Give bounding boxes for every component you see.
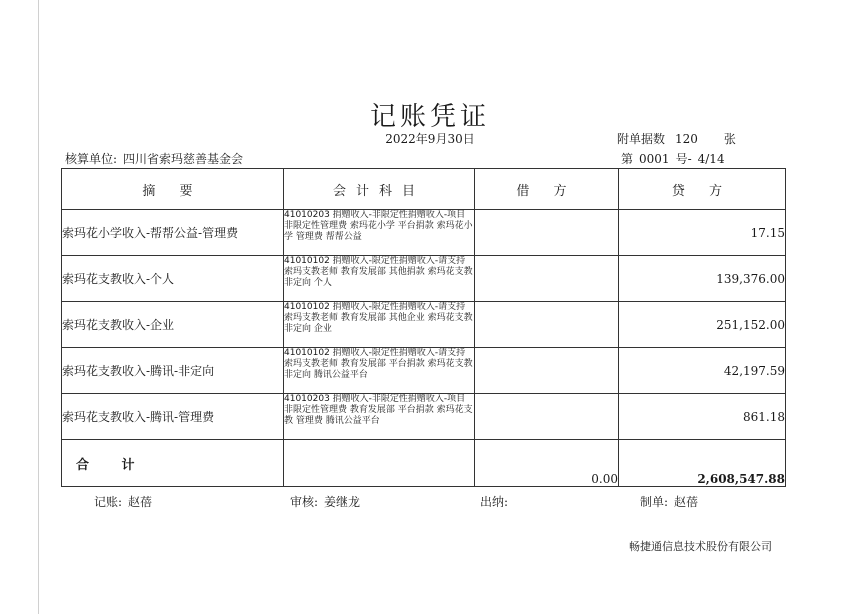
total-account-cell bbox=[284, 440, 475, 487]
row-account: 41010102 捐赠收入-限定性捐赠收入-请支持索玛支教老师 教育发展部 其他企业 索玛花支教 非定向 企业 bbox=[284, 302, 475, 348]
cashier-sign bbox=[480, 493, 514, 510]
accounting-unit-name: 四川省索玛慈善基金会 bbox=[123, 152, 244, 166]
row-credit: 139,376.00 bbox=[619, 256, 786, 302]
row-summary: 索玛花支教收入-腾讯-管理费 bbox=[62, 394, 284, 440]
accounting-unit bbox=[65, 150, 243, 167]
attachments-unit: 张 bbox=[723, 132, 736, 146]
total-label bbox=[62, 440, 284, 487]
table-row bbox=[62, 256, 786, 302]
row-summary: 索玛花支教收入-企业 bbox=[62, 302, 284, 348]
bookkeeper-name: 赵蓓 bbox=[128, 495, 153, 509]
bookkeeper-sign bbox=[94, 493, 152, 510]
header-credit: 贷 方 bbox=[619, 169, 786, 210]
reviewer-sign bbox=[290, 493, 360, 510]
preparer-label: 制单: bbox=[640, 495, 669, 509]
row-credit: 861.18 bbox=[619, 394, 786, 440]
header-summary: 摘 要 bbox=[62, 169, 284, 210]
row-debit bbox=[475, 256, 619, 302]
table-header-row bbox=[62, 169, 786, 210]
table-row bbox=[62, 210, 786, 256]
voucher-number-prefix: 第 bbox=[621, 152, 634, 166]
attachments-label: 附单据数 bbox=[617, 132, 666, 146]
voucher-date: 2022年9月30日 bbox=[385, 132, 475, 146]
total-label-text: 合 计 bbox=[76, 457, 149, 473]
voucher-number bbox=[621, 150, 731, 167]
total-row bbox=[62, 440, 786, 487]
software-company: 畅捷通信息技术股份有限公司 bbox=[629, 540, 772, 553]
table-row bbox=[62, 394, 786, 440]
row-account: 41010102 捐赠收入-限定性捐赠收入-请支持索玛支教老师 教育发展部 平台捐款 索玛花支教 非定向 腾讯公益平台 bbox=[284, 348, 475, 394]
table-row bbox=[62, 302, 786, 348]
voucher-title: 记账凭证 bbox=[369, 102, 490, 132]
voucher-number-value: 0001 bbox=[639, 152, 670, 166]
reviewer-label: 审核: bbox=[290, 495, 319, 509]
accounting-unit-label: 核算单位: bbox=[65, 152, 118, 166]
total-credit: 2,608,547.88 bbox=[619, 440, 786, 487]
row-summary: 索玛花支教收入-个人 bbox=[62, 256, 284, 302]
voucher-table bbox=[61, 168, 786, 487]
preparer-name: 赵蓓 bbox=[674, 495, 699, 509]
row-debit bbox=[475, 302, 619, 348]
row-account: 41010203 捐赠收入-非限定性捐赠收入-项目非限定性管理费 教育发展部 平台捐款 索玛花支教 管理费 腾讯公益平台 bbox=[284, 394, 475, 440]
scan-edge-line bbox=[38, 0, 39, 614]
total-debit: 0.00 bbox=[475, 440, 619, 487]
header-debit: 借 方 bbox=[475, 169, 619, 210]
row-credit: 42,197.59 bbox=[619, 348, 786, 394]
attachments-count: 120 bbox=[675, 132, 698, 146]
reviewer-name: 姜继龙 bbox=[324, 495, 361, 509]
row-credit: 17.15 bbox=[619, 210, 786, 256]
table-row bbox=[62, 348, 786, 394]
row-credit: 251,152.00 bbox=[619, 302, 786, 348]
preparer-sign bbox=[640, 493, 698, 510]
cashier-label: 出纳: bbox=[480, 495, 509, 509]
row-account: 41010102 捐赠收入-限定性捐赠收入-请支持索玛支教老师 教育发展部 其他捐款 索玛花支教 非定向 个人 bbox=[284, 256, 475, 302]
row-debit bbox=[475, 394, 619, 440]
row-summary: 索玛花小学收入-帮帮公益-管理费 bbox=[62, 210, 284, 256]
bookkeeper-label: 记账: bbox=[94, 495, 123, 509]
row-summary: 索玛花支教收入-腾讯-非定向 bbox=[62, 348, 284, 394]
voucher-number-suffix: 号- bbox=[675, 152, 692, 166]
voucher-page: 4/14 bbox=[697, 152, 725, 166]
row-account: 41010203 捐赠收入-非限定性捐赠收入-项目非限定性管理费 索玛花小学 平台捐款 索玛花小学 管理费 帮帮公益 bbox=[284, 210, 475, 256]
header-account: 会计科目 bbox=[284, 169, 475, 210]
row-debit bbox=[475, 348, 619, 394]
attachments-info bbox=[617, 130, 736, 147]
row-debit bbox=[475, 210, 619, 256]
